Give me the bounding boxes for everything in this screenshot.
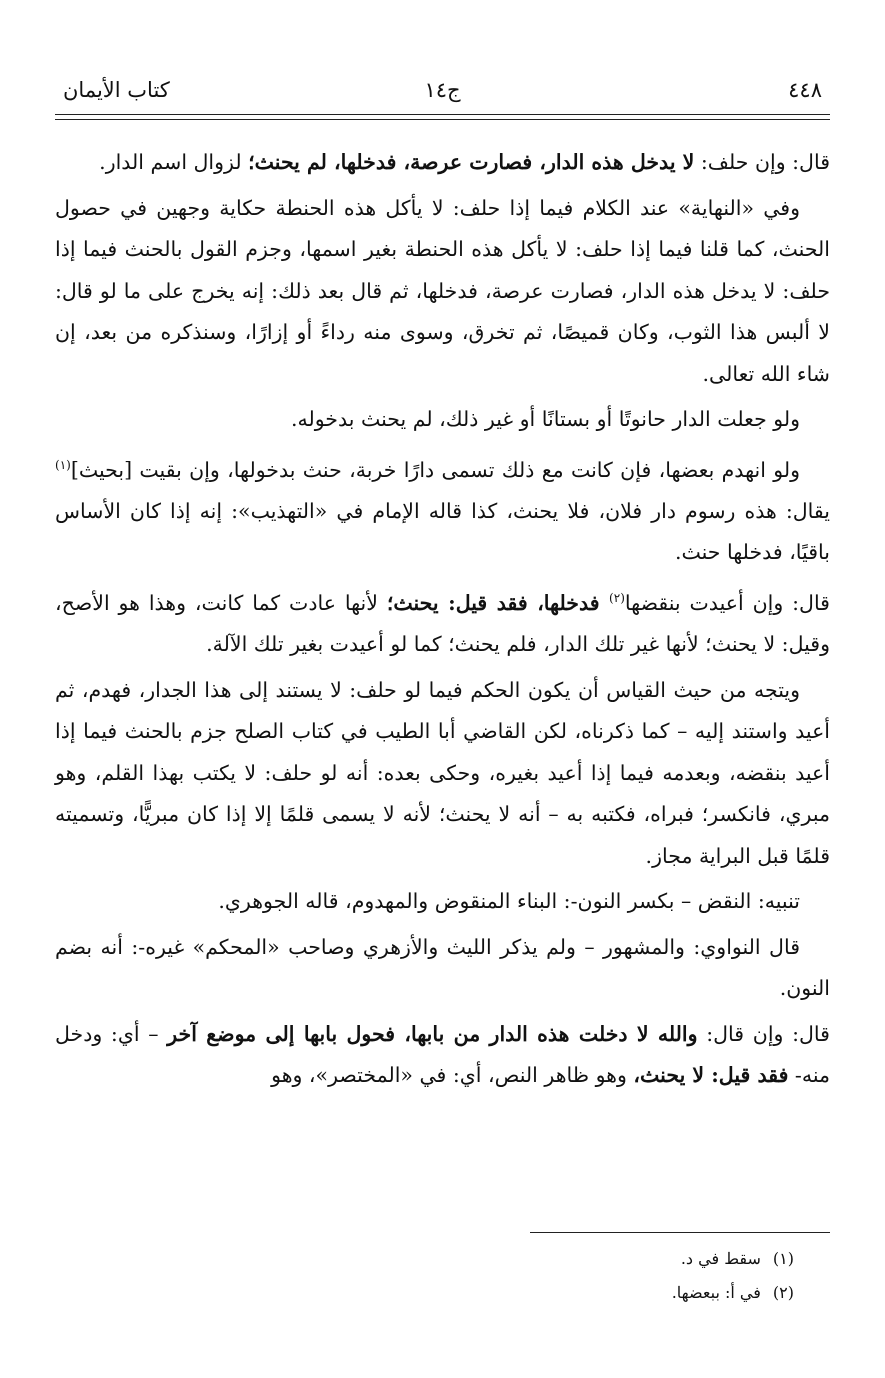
paragraph: ولو انهدم بعضها، فإن كانت مع ذلك تسمى دارًا خربة، حنث بدخولها، وإن بقيت [بحيث]$^{(١)}$ يقال: هذه رسوم دار فلان، فلا يحنث، كذا قاله الإمام في «التهذيب»: إنه إذا كان الأساس باقيًا، فدخلها حنث. — [55, 457, 830, 565]
book-title: كتاب الأيمان — [63, 78, 170, 102]
main-text — [55, 142, 830, 1101]
page-number: ٤٤٨ — [788, 78, 822, 102]
paragraph: قال: وإن قال: والله لا دخلت هذه الدار من بابها، فحول بابها إلى موضع آخر – أي: ودخل منه- فقد قيل: لا يحنث، وهو ظاهر النص، أي: في «المختصر»، وهو — [55, 1021, 830, 1088]
header-rule-thin — [55, 119, 830, 120]
running-header — [55, 70, 830, 110]
paragraph: قال النواوي: والمشهور – ولم يذكر الليث والأزهري وصاحب «المحكم» غيره-: أنه بضم النون. — [55, 934, 830, 1001]
header-rule-thick — [55, 114, 830, 115]
footnote-ref: (٢) — [609, 590, 625, 605]
paragraph: تنبيه: النقض – بكسر النون-: البناء المنقوض والمهدوم، قاله الجوهري. — [218, 889, 800, 914]
footnote-divider — [530, 1232, 830, 1233]
paragraph: قال: وإن حلف: لا يدخل هذه الدار، فصارت عرصة، فدخلها، لم يحنث؛ لزوال اسم الدار. — [99, 150, 830, 174]
footnote: (١)سقط في د. — [680, 1249, 794, 1268]
paragraph: ولو جعلت الدار حانوتًا أو بستانًا أو غير ذلك، لم يحنث بدخوله. — [290, 407, 800, 431]
footnote: (٢)في أ: ببعضها. — [671, 1283, 794, 1302]
paragraph: قال: وإن أعيدت بنقضها$^{(٢)}$ فدخلها، فقد قيل: يحنث؛ لأنها عادت كما كانت، وهذا هو الأصح، وقيل: لا يحنث؛ لأنها غير تلك الدار، فلم يحنث؛ كما لو أعيدت بغير تلك الآلة. — [55, 590, 830, 657]
paragraph: ويتجه من حيث القياس أن يكون الحكم فيما لو حلف: لا يستند إلى هذا الجدار، فهدم، ثم أعيد واستند إليه – كما ذكرناه، لكن القاضي أبا الطيب في كتاب الصلح جزم بالحنث فيما إذا أعيد بنقضه، وبعدمه فيما إذا أعيد بغيره، وحكى بعده: أنه لو حلف: لا يكتب بهذا القلم، وهو مبري، فانكسر؛ فبراه، فكتبه به – أنه لا يحنث؛ لأنه لا يسمى قلمًا إلا إذا كان مبريًّا، وتسميته قلمًا قبل البراية مجاز. — [55, 677, 830, 868]
footnote-ref: (١) — [55, 457, 71, 472]
volume-label: ج١٤ — [424, 78, 461, 102]
paragraph: وفي «النهاية» عند الكلام فيما إذا حلف: لا يأكل هذه الحنطة حكاية وجهين في حصول الحنث، كما قلنا فيما إذا حلف: لا يأكل هذه الحنطة بغير اسمها، وجزم القول بالحنث فيما إذا حلف: لا يدخل هذه الدار، فصارت عرصة، فدخلها، ثم قال بعد ذلك: إنه يخرج على ما لو قال: لا ألبس هذا الثوب، وكان قميصًا، ثم تخرق، وسوى منه رداءً أو إزارًا، وسنذكره من بعد، إن شاء الله تعالى. — [55, 195, 830, 386]
footnotes — [55, 1242, 830, 1310]
